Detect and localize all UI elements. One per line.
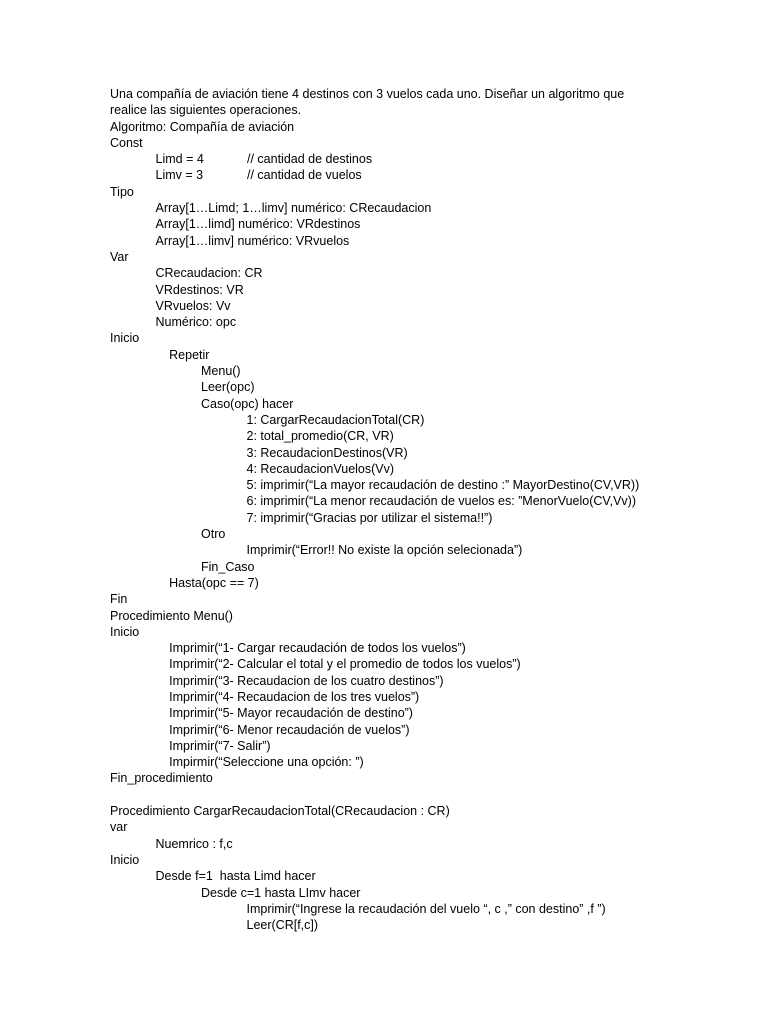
line-text: Impirmir(“Seleccione una opción: ”) [169, 755, 364, 770]
document-line [110, 135, 750, 151]
line-text: Desde c=1 hasta LImv hacer [201, 885, 361, 900]
document-line [110, 624, 750, 640]
document-line [110, 119, 750, 135]
line-text: Imprimir(“2- Calcular el total y el promedio de todos los vuelos”) [169, 657, 521, 672]
line-text: 6: imprimir(“La menor recaudación de vuelos es: ”MenorVuelo(CV,Vv)) [246, 494, 637, 509]
line-text: Array[1…limd] numérico: VRdestinos [155, 217, 361, 232]
document-line [110, 445, 750, 461]
line-text: Array[1…limv] numérico: VRvuelos [155, 233, 350, 248]
document-line [110, 298, 750, 314]
line-text: 5: imprimir(“La mayor recaudación de destino :” MayorDestino(CV,VR)) [246, 478, 640, 493]
document-line [110, 412, 750, 428]
line-text: Menu() [201, 364, 241, 379]
document-line [110, 656, 750, 672]
line-text: Imprimir(“5- Mayor recaudación de destino”) [169, 706, 413, 721]
document-line [110, 575, 750, 591]
document-line [110, 151, 750, 167]
document-line [110, 803, 750, 819]
line-text: Const [110, 135, 143, 150]
document-line [110, 282, 750, 298]
document-line [110, 852, 750, 868]
line-text: Imprimir(“1- Cargar recaudación de todos los vuelos”) [169, 641, 466, 656]
document-line [110, 754, 750, 770]
line-text: Imprimir(“7- Salir”) [169, 738, 271, 753]
document-line [110, 461, 750, 477]
document-line [110, 184, 750, 200]
document-line [110, 314, 750, 330]
document-line [110, 510, 750, 526]
document-line [110, 477, 750, 493]
document-line [110, 363, 750, 379]
line-text: Limd = 4 [155, 152, 204, 167]
document-line [110, 901, 750, 917]
line-text: CRecaudacion: CR [155, 266, 263, 281]
document-line [110, 917, 750, 933]
document-line [110, 705, 750, 721]
line-text: Imprimir(“Ingrese la recaudación del vuelo “, c ,” con destino” ,f ”) [246, 901, 606, 916]
line-text: Caso(opc) hacer [201, 396, 294, 411]
line-text: realice las siguientes operaciones. [110, 103, 302, 118]
document-line [110, 770, 750, 786]
document-line [110, 526, 750, 542]
document-line [110, 722, 750, 738]
line-text: 3: RecaudacionDestinos(VR) [246, 445, 408, 460]
document-body [110, 86, 750, 933]
line-text: var [110, 820, 128, 835]
document-line [110, 86, 750, 102]
line-text: Leer(CR[f,c]) [246, 918, 319, 933]
line-comment: // cantidad de destinos [247, 152, 373, 167]
line-text: Inicio [110, 624, 140, 639]
document-line [110, 167, 750, 183]
line-text: Procedimiento CargarRecaudacionTotal(CRecaudacion : CR) [110, 804, 450, 819]
line-text: Imprimir(“6- Menor recaudación de vuelos”) [169, 722, 410, 737]
line-text: Una compañía de aviación tiene 4 destinos con 3 vuelos cada uno. Diseñar un algoritmo que [110, 87, 625, 101]
line-text: Repetir [169, 347, 210, 362]
document-line [110, 265, 750, 281]
document-line [110, 787, 750, 803]
line-text: Inicio [110, 331, 140, 346]
line-text: Nuemrico : f,c [155, 836, 233, 851]
document-line [110, 885, 750, 901]
line-text: Tipo [110, 184, 134, 199]
document-line [110, 200, 750, 216]
line-text: Algoritmo: Compañía de aviación [110, 119, 295, 134]
line-text: Inicio [110, 852, 140, 867]
line-text: Leer(opc) [201, 380, 255, 395]
document-line [110, 249, 750, 265]
document-line [110, 689, 750, 705]
line-text: Fin [110, 592, 128, 607]
line-text: Limv = 3 [155, 168, 204, 183]
document-line [110, 102, 750, 118]
line-comment: // cantidad de vuelos [247, 168, 362, 183]
line-text: Imprimir(“4- Recaudacion de los tres vuelos”) [169, 689, 420, 704]
line-text: Procedimiento Menu() [110, 608, 233, 623]
line-text: Hasta(opc == 7) [169, 575, 259, 590]
document-line [110, 542, 750, 558]
line-text: 2: total_promedio(CR, VR) [246, 429, 394, 444]
line-text: Array[1…Limd; 1…limv] numérico: CRecaudacion [155, 201, 432, 216]
line-text: Var [110, 249, 129, 264]
line-text: Imprimir(“3- Recaudacion de los cuatro destinos”) [169, 673, 444, 688]
line-text: 4: RecaudacionVuelos(Vv) [246, 461, 395, 476]
document-line [110, 559, 750, 575]
document-line [110, 330, 750, 346]
document-line [110, 216, 750, 232]
line-text: Desde f=1 hasta Limd hacer [155, 869, 316, 884]
document-line [110, 347, 750, 363]
document-line [110, 738, 750, 754]
document-line [110, 428, 750, 444]
document-line [110, 396, 750, 412]
document-line [110, 673, 750, 689]
document-line [110, 379, 750, 395]
line-text: Fin_procedimiento [110, 771, 213, 786]
line-text: 7: imprimir(“Gracias por utilizar el sistema!!”) [246, 510, 493, 525]
document-line [110, 836, 750, 852]
line-text: Imprimir(“Error!! No existe la opción selecionada”) [246, 543, 523, 558]
line-text: Otro [201, 527, 226, 542]
document-line [110, 233, 750, 249]
document-line [110, 591, 750, 607]
line-text: VRvuelos: Vv [155, 298, 231, 313]
document-line [110, 640, 750, 656]
line-text: VRdestinos: VR [155, 282, 244, 297]
document-line [110, 868, 750, 884]
line-text: 1: CargarRecaudacionTotal(CR) [246, 412, 425, 427]
document-line [110, 819, 750, 835]
line-text: Fin_Caso [201, 559, 255, 574]
document-line [110, 493, 750, 509]
document-line [110, 608, 750, 624]
line-text: Numérico: opc [155, 315, 237, 330]
